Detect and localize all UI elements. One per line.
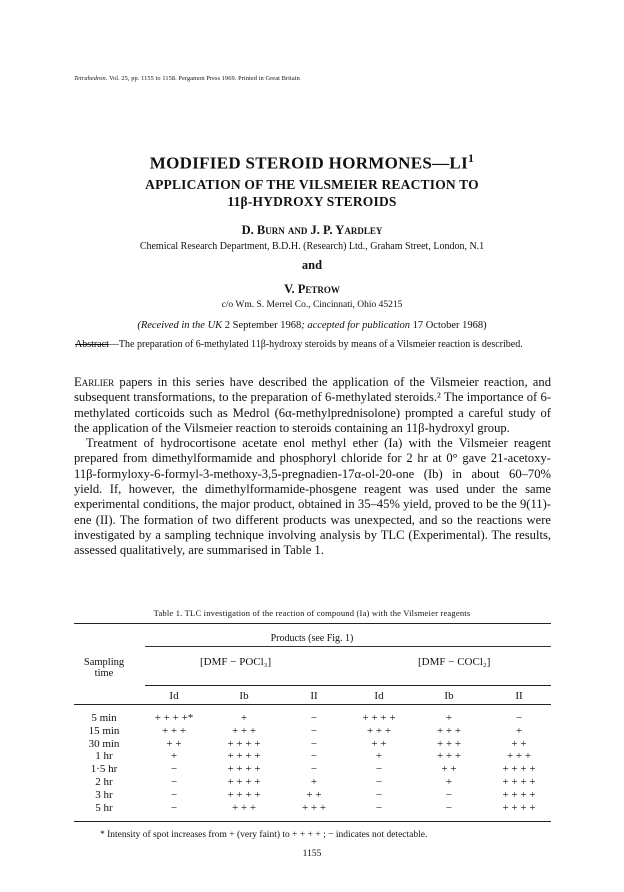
table-bottom-rule xyxy=(74,821,551,822)
affiliation-secondary: c/o Wm. S. Merrel Co., Cincinnati, Ohio 45215 xyxy=(221,300,403,310)
received-date: 2 September 1968 xyxy=(224,320,302,331)
journal-line xyxy=(74,75,300,82)
affiliation-primary: Chemical Research Department, B.D.H. (Research) Ltd., Graham Street, London, N.1 xyxy=(139,241,485,252)
accepted-date: 17 October 1968) xyxy=(412,320,487,331)
table-cell: − xyxy=(170,801,178,814)
paper-subtitle-line1: APPLICATION OF THE VILSMEIER REACTION TO xyxy=(145,177,479,192)
sampling-time: 30 min xyxy=(88,737,120,750)
journal-name: Tetrahedron. xyxy=(74,75,108,82)
journal-details: Vol. 25, pp. 1155 to 1158. Pergamon Press 1969. Printed in Great Britain xyxy=(109,75,300,82)
table-cell: − xyxy=(310,737,318,750)
col-header-id-2: Id xyxy=(374,690,384,702)
table-cell: − xyxy=(375,801,383,814)
paragraph-1-text: papers in this series have described the application of the Vilsmeier reaction, and subsequent transformations, to the preparation of 6-methylated steroids.² The importance of 6-methylated corticoids such as Medrol (6α-methylprednisolone) prompted a careful study of the application of the Vilsmeier reaction to steroids containing an 11β-hydroxyl group. xyxy=(74,375,551,435)
table-cell: + + + xyxy=(231,801,257,814)
accepted-label: ; accepted for publication xyxy=(301,320,410,331)
authors-primary: D. Burn and J. P. Yardley xyxy=(241,223,383,237)
table-cell: + + + + xyxy=(502,776,536,788)
table-cell: + + + + xyxy=(227,776,261,788)
table-cell: − xyxy=(310,750,318,763)
table-cell: + + + xyxy=(301,801,327,814)
table-top-rule xyxy=(74,623,551,624)
sampling-time: 5 hr xyxy=(95,801,113,814)
table-cell: − xyxy=(375,788,383,801)
sampling-time: 2 hr xyxy=(95,776,113,788)
paragraph-1 xyxy=(74,375,551,436)
table-cell: + + + + xyxy=(502,763,536,776)
body-text xyxy=(74,375,551,559)
paragraph-1-lead: Earlier xyxy=(74,375,115,389)
table-cell: − xyxy=(445,788,453,801)
abstract-text: —The preparation of 6-methylated 11β-hydroxy steroids by means of a Vilsmeier reaction is described. xyxy=(108,339,523,350)
sampling-header xyxy=(74,657,134,679)
products-rule xyxy=(145,646,551,647)
table-cell: + xyxy=(170,750,178,763)
table-cell: + + + xyxy=(161,724,187,737)
table-cell: + + + + xyxy=(227,737,261,750)
table-cell: + xyxy=(240,712,248,724)
table-row xyxy=(74,763,551,775)
column-header-rule-bottom xyxy=(74,704,551,705)
table-cell: + + + xyxy=(231,724,257,737)
table-cell: + + xyxy=(166,737,182,750)
col-header-ib-2: Ib xyxy=(444,690,454,702)
paper-title xyxy=(0,151,624,174)
sampling-time: 5 min xyxy=(91,712,117,724)
table-cell: − xyxy=(515,712,523,724)
table-cell: + + + xyxy=(436,750,462,763)
table-cell: − xyxy=(170,788,178,801)
table-cell: + + + xyxy=(506,750,532,763)
table-cell: + + + + xyxy=(227,788,261,801)
authors-conjunction: and xyxy=(301,258,323,272)
table-cell: + xyxy=(375,750,383,763)
table-caption: Table 1. TLC investigation of the reaction of compound (Ia) with the Vilsmeier reagents xyxy=(153,608,471,618)
group-header-pocl3: [DMF − POCl₃] xyxy=(200,656,272,668)
table-row xyxy=(74,789,551,801)
table-row xyxy=(74,802,551,814)
table-cell: + + + xyxy=(436,724,462,737)
table-cell: − xyxy=(310,724,318,737)
table-cell: − xyxy=(170,763,178,776)
group-header-cocl2: [DMF − COCl₂] xyxy=(418,656,491,668)
column-header-rule-top xyxy=(145,685,551,686)
title-footnote-mark: 1 xyxy=(467,151,475,165)
paper-title-text: MODIFIED STEROID HORMONES—LI xyxy=(149,153,468,173)
paragraph-2: Treatment of hydrocortisone acetate enol methyl ether (Ia) with the Vilsmeier reagent prepared from dimethylformamide and phosphoryl chloride for 2 hr at 0° gave 21-acetoxy-11β-formyloxy-6-formyl-3-methoxy-3,5-pregnadien-17α-ol-20-one (Ib) in about 60–70% yield. If, however, the dimethylformamide-phosgene reagent was used under the same experimental conditions, the major product, obtained in 35–45% yield, proved to be the 9(11)-ene (II). The formation of two different products was unexpected, and so the reactions were investigated by a sampling technique involving analysis by TLC (Experimental). The results, assessed qualitatively, are summarised in Table 1. xyxy=(74,436,551,558)
sampling-header-line1: Sampling xyxy=(83,657,125,668)
abstract xyxy=(75,339,551,351)
table-row xyxy=(74,750,551,762)
products-header: Products (see Fig. 1) xyxy=(270,633,354,644)
col-header-ii-2: II xyxy=(515,690,523,702)
received-dates xyxy=(0,320,624,331)
col-header-ii-1: II xyxy=(310,690,318,702)
table-row xyxy=(74,725,551,737)
page-number: 1155 xyxy=(302,849,322,859)
table-cell: + + xyxy=(441,763,457,776)
table-row xyxy=(74,776,551,788)
received-label: (Received in the UK xyxy=(137,320,223,331)
table-cell: + + xyxy=(371,737,387,750)
table-cell: + + + xyxy=(366,724,392,737)
table-cell: + + + + xyxy=(227,750,261,763)
sampling-header-line2: time xyxy=(94,668,114,679)
table-cell: − xyxy=(445,801,453,814)
table-cell: + + + xyxy=(436,737,462,750)
table-cell: + xyxy=(445,712,453,724)
sampling-time: 3 hr xyxy=(95,788,113,801)
sampling-time: 15 min xyxy=(88,724,120,737)
table-row xyxy=(74,712,551,724)
table-cell: + + + + xyxy=(227,763,261,776)
table-cell: + + + + xyxy=(502,788,536,801)
authors-secondary: V. Petrow xyxy=(284,282,340,296)
table-cell: + + + + xyxy=(502,801,536,814)
col-header-ib-1: Ib xyxy=(239,690,249,702)
sampling-time: 1 hr xyxy=(95,750,113,763)
table-cell: + + xyxy=(511,737,527,750)
table-cell: − xyxy=(375,776,383,788)
table-cell: + + xyxy=(306,788,322,801)
table-cell: + xyxy=(515,724,523,737)
table-cell: − xyxy=(375,763,383,776)
table-cell: + + + + xyxy=(362,712,396,724)
column-header-row xyxy=(74,690,551,702)
col-header-id-1: Id xyxy=(169,690,179,702)
paper-subtitle-line2: 11β-HYDROXY STEROIDS xyxy=(227,194,397,209)
table-cell: + xyxy=(310,776,318,788)
table-cell: + + + +* xyxy=(154,712,194,724)
table-footnote: * Intensity of spot increases from + (very faint) to + + + + ; − indicates not detectable. xyxy=(100,830,428,840)
table-cell: − xyxy=(310,712,318,724)
table-cell: − xyxy=(170,776,178,788)
table-cell: + xyxy=(445,776,453,788)
abstract-label: Abstract xyxy=(75,339,109,350)
table-row xyxy=(74,738,551,750)
sampling-time: 1·5 hr xyxy=(90,763,118,776)
table-cell: − xyxy=(310,763,318,776)
